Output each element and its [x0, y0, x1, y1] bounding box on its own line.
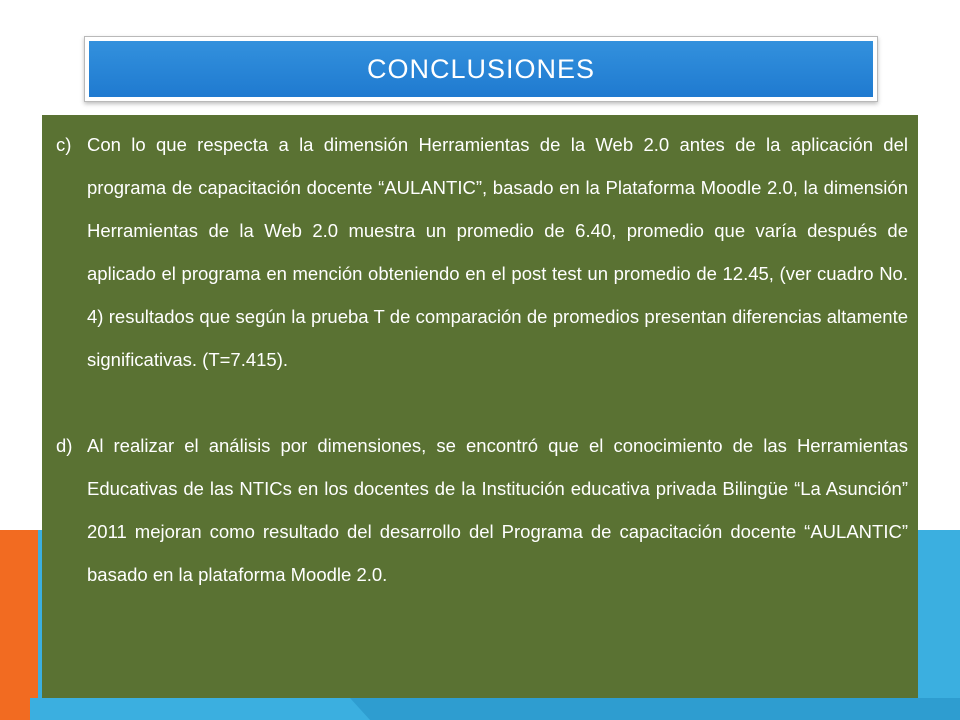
conclusion-text: Al realizar el análisis por dimensiones, se encontró que el conocimiento de las Herramientas Educativas de las NTICs en los docentes de la Institución educativa privada Bilingüe “La Asunción” 2011 mejoran como resultado del desarrollo del Programa de capacitación docente “AULANTIC” basado en la plataforma Moodle 2.0.	[87, 435, 908, 585]
conclusion-item-d	[56, 424, 908, 596]
conclusion-label: d)	[56, 435, 73, 456]
content-box	[42, 115, 918, 698]
decorative-bottom-dark-strip	[350, 698, 960, 720]
conclusion-item-c	[56, 123, 908, 381]
slide-title: CONCLUSIONES	[366, 53, 596, 84]
conclusion-text: Con lo que respecta a la dimensión Herramientas de la Web 2.0 antes de la aplicación del programa de capacitación docente “AULANTIC”, basado en la Plataforma Moodle 2.0, la dimensión Herramientas de la Web 2.0 muestra un promedio de 6.40, promedio que varía después de aplicado el programa en mención obteniendo en el post test un promedio de 12.45, (ver cuadro No. 4) resultados que según la prueba T de comparación de promedios presentan diferencias altamente significativas. (T=7.415).	[87, 134, 908, 370]
title-bar	[89, 41, 873, 97]
decorative-blue-right-block	[918, 530, 960, 720]
title-banner	[84, 36, 878, 102]
conclusion-label: c)	[56, 134, 72, 155]
